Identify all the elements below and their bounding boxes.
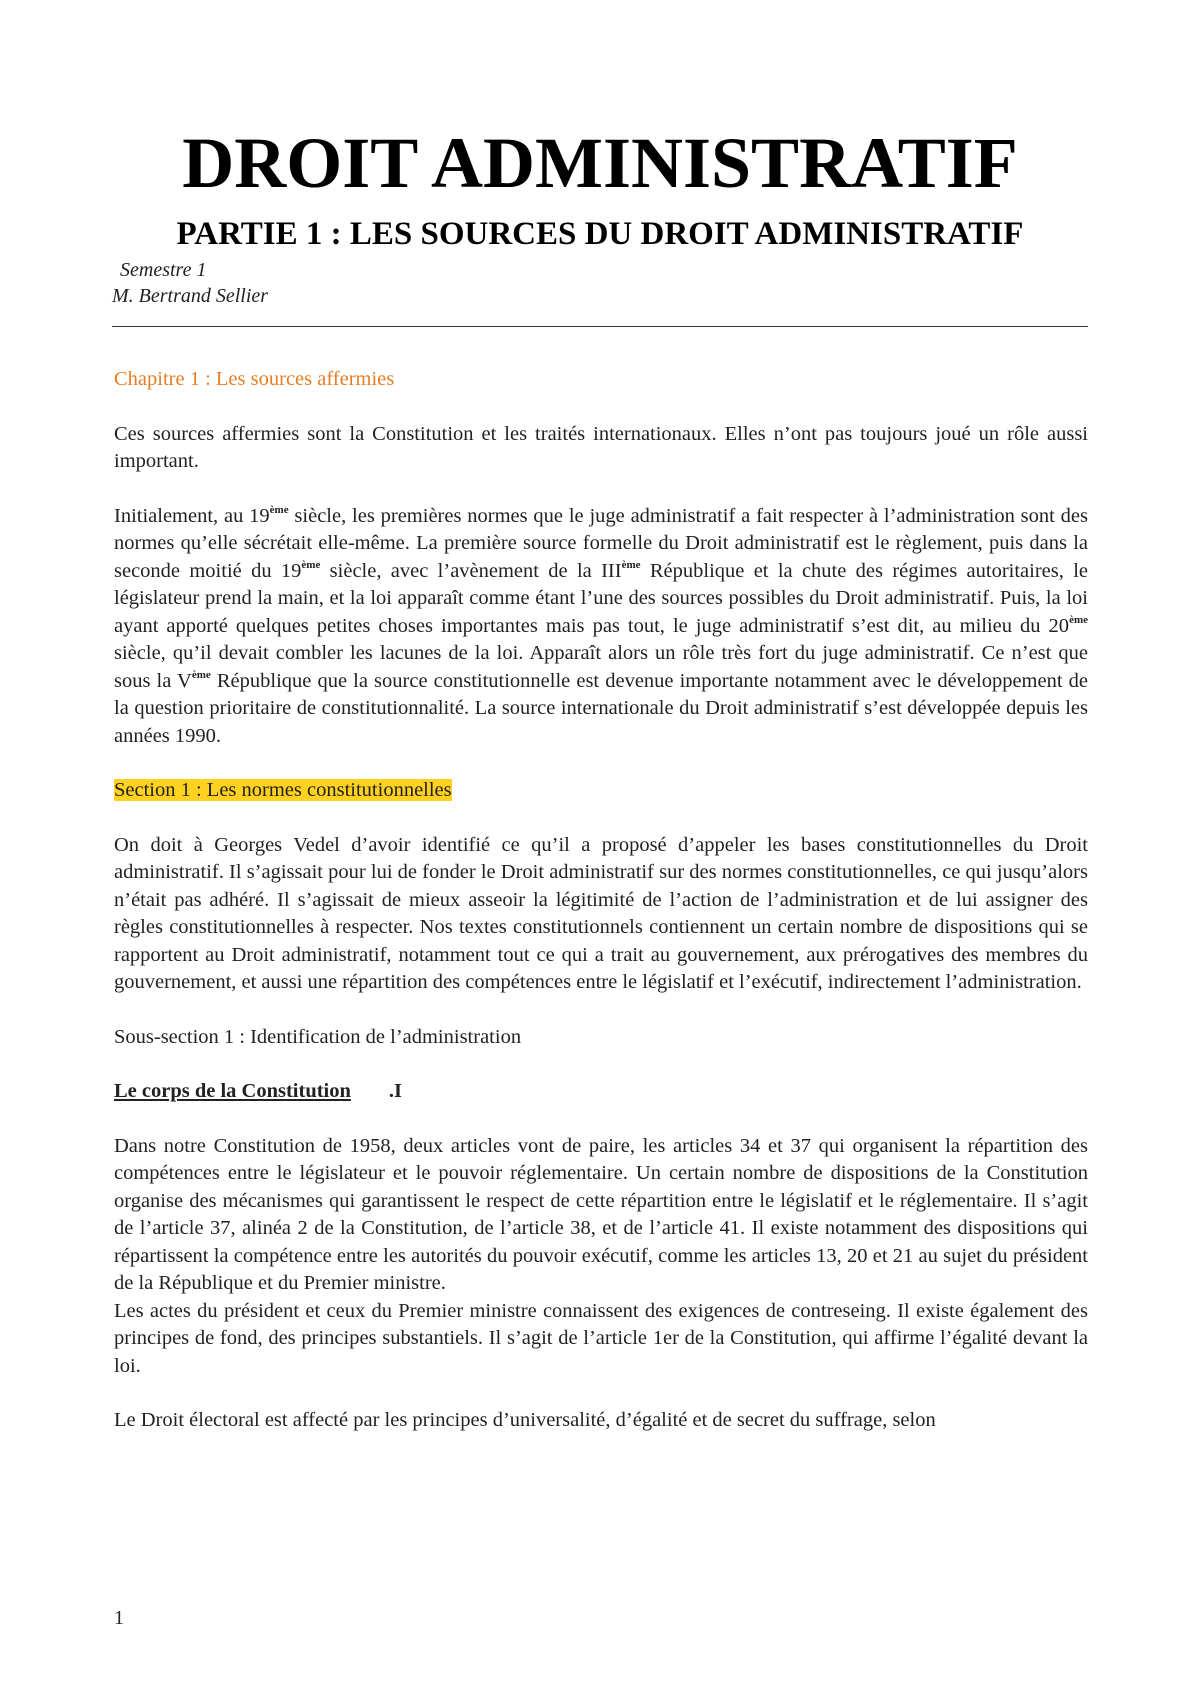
document-title: DROIT ADMINISTRATIF <box>182 123 1018 203</box>
text-run: République que la source constitutionnelle est devenue importante notamment avec le développement de la question prioritaire de constitutionnalité. La source internationale du Droit administratif s’est développée depuis les années 1990. <box>114 669 1088 747</box>
section-paragraph-1: On doit à Georges Vedel d’avoir identifié ce qu’il a proposé d’appeler les bases constitutionnelles du Droit administratif. Il s’agissait pour lui de fonder le Droit administratif sur des normes constitutionnelles, ce qui jusqu’alors n’était pas adhéré. Il s’agissait de mieux asseoir la légitimité de l’action de l’administration et de lui assigner des règles constitutionnelles à respecter. Nos textes constitutionnels contiennent un certain nombre de dispositions qui se rapportent au Droit administratif, notamment tout ce qui a trait au gouvernement, aux prérogatives des membres du gouvernement, et aussi une répartition des compétences entre le législatif et l’exécutif, indirectement l’administration. <box>114 833 1088 993</box>
text-run: République et la chute des régimes autoritaires, le législateur prend la main, et la loi apparaît comme étant l’une des sources possibles du Droit administratif. Puis, la loi ayant apporté quelques petites choses importantes mais pas tout, le juge administratif s’est dit, au milieu du 20 <box>114 559 1089 637</box>
superscript: ème <box>301 558 321 571</box>
part-heading-text: Le corps de la Constitution <box>114 1080 351 1102</box>
professor-name: M. Bertrand Sellier <box>112 285 269 307</box>
subsection-heading: Sous-section 1 : Identification de l’administration <box>114 1025 522 1048</box>
section-heading <box>114 777 1088 805</box>
section-heading-highlight: Section 1 : Les normes constitutionnelles <box>114 779 452 801</box>
subsection-paragraph-2: Les actes du président et ceux du Premier ministre connaissent des exigences de contreseing. Il existe également des principes de fond, des principes substantiels. Il s’agit de l’article 1er de la Constitution, qui affirme l’égalité devant la loi. <box>114 1299 1088 1377</box>
part-heading <box>114 1078 1088 1106</box>
text-run: siècle, avec l’avènement de la III <box>320 559 622 582</box>
page-number: 1 <box>114 1607 124 1629</box>
superscript: ème <box>269 503 289 516</box>
superscript: ème <box>191 668 211 681</box>
subsection-paragraph-1: Dans notre Constitution de 1958, deux articles vont de paire, les articles 34 et 37 qui organisent la répartition des compétences entre le législateur et le pouvoir réglementaire. Un certain nombre de dispositions de la Constitution organise des mécanismes qui garantissent le respect de cette répartition entre le législatif et le réglementaire. Il s’agit de l’article 37, alinéa 2 de la Constitution, de l’article 38, et de l’article 41. Il existe notamment des dispositions qui répartissent la compétence entre les autorités du pouvoir exécutif, comme les articles 13, 20 et 21 au sujet du président de la République et du Premier ministre. <box>114 1134 1088 1294</box>
header-divider <box>112 326 1088 327</box>
superscript: ème <box>1069 613 1088 626</box>
document-body <box>114 366 1088 1435</box>
chapter-heading: Chapitre 1 : Les sources affermies <box>114 368 395 390</box>
text-run: Initialement, au 19 <box>114 504 270 527</box>
document-subtitle: PARTIE 1 : LES SOURCES DU DROIT ADMINISTRATIF <box>176 216 1024 252</box>
intro-paragraph-1: Ces sources affermies sont la Constitution et les traités internationaux. Elles n’ont pas toujours joué un rôle aussi important. <box>114 422 1088 472</box>
text-run: siècle, qu’il devait combler les lacunes de la loi. Apparaît alors un rôle très fort du juge administratif. Ce n’est que sous la V <box>114 642 1088 692</box>
intro-paragraph-2 <box>114 503 1088 751</box>
semester-label: Semestre 1 <box>120 259 207 281</box>
part-heading-number: .I <box>388 1080 403 1102</box>
text-run: siècle, les premières normes que le juge administratif a fait respecter à l’administration sont des normes qu’elle sécrétait elle-même. La première source formelle du Droit administratif est le règlement, puis dans la seconde moitié du 19 <box>114 504 1088 582</box>
subsection-paragraph-3: Le Droit électoral est affecté par les principes d’universalité, d’égalité et de secret du suffrage, selon <box>114 1409 936 1431</box>
superscript: ème <box>621 558 641 571</box>
